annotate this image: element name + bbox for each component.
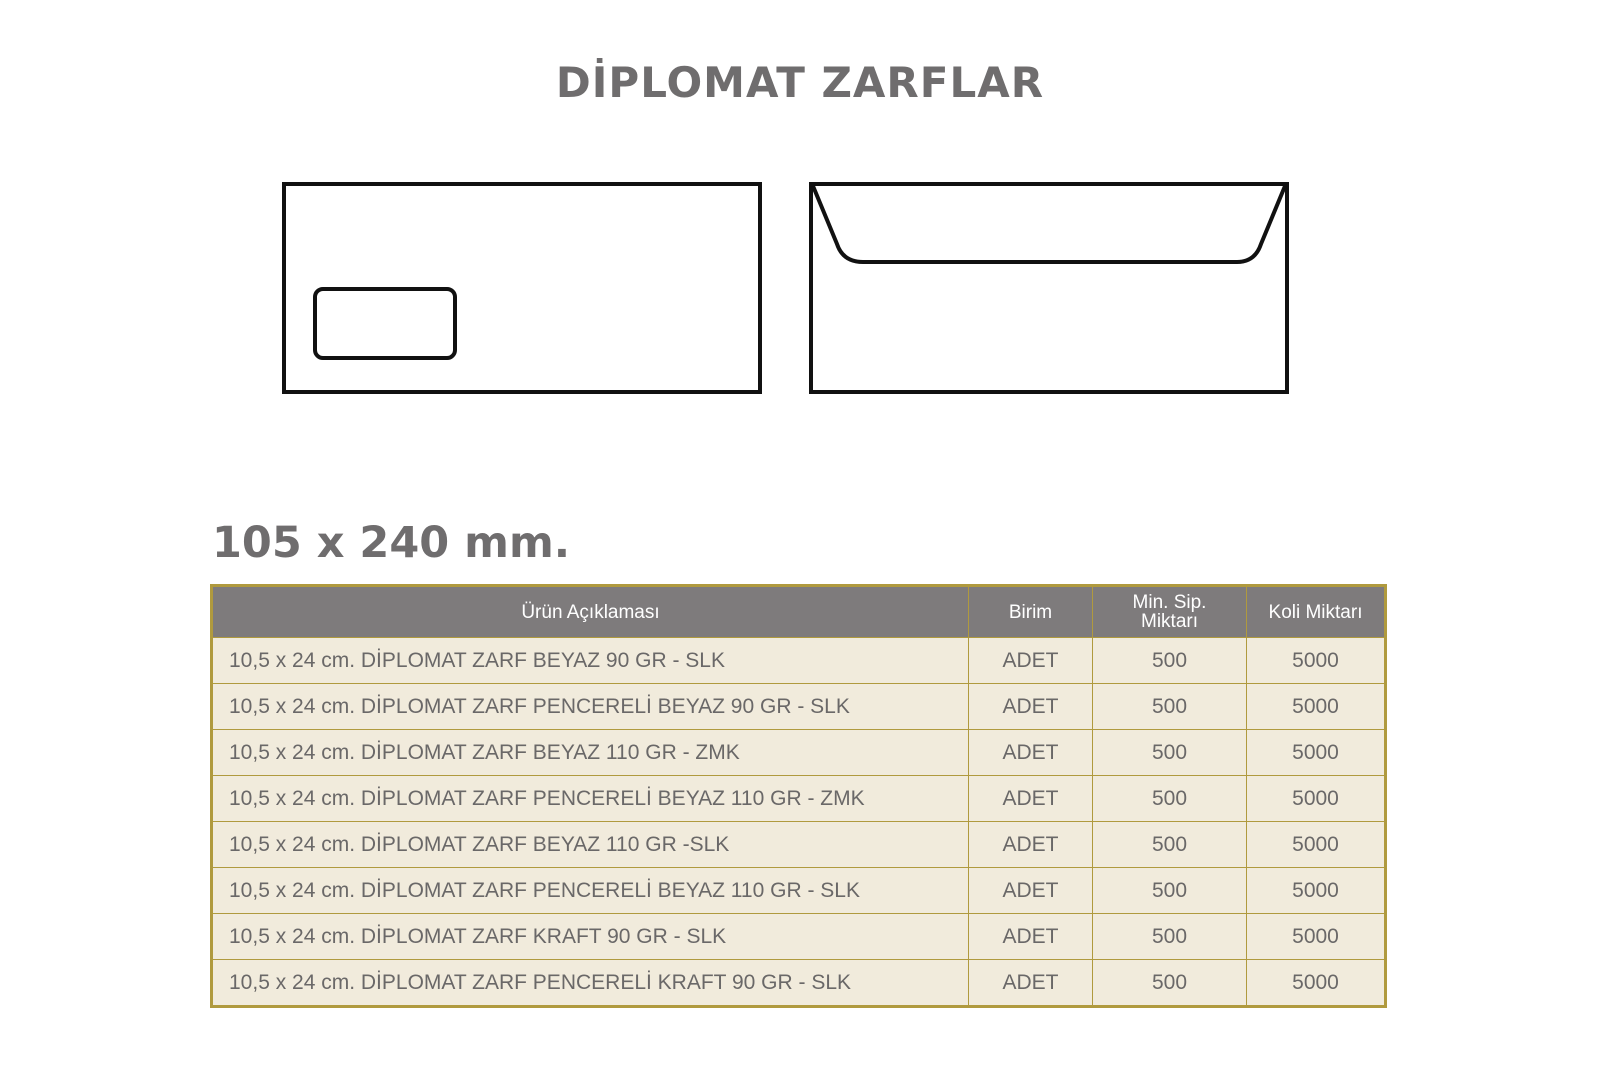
row-description: 10,5 x 24 cm. DİPLOMAT ZARF PENCERELİ BEYAZ 90 GR - SLK <box>212 684 969 730</box>
row-box-quantity: 5000 <box>1247 868 1386 914</box>
table-header-row <box>212 586 1386 638</box>
header-box-quantity: Koli Miktarı <box>1247 586 1386 638</box>
row-description: 10,5 x 24 cm. DİPLOMAT ZARF BEYAZ 90 GR - SLK <box>212 638 969 684</box>
table-body <box>212 638 1386 1007</box>
row-unit: ADET <box>969 868 1093 914</box>
windowed-envelope-front-icon <box>282 182 762 394</box>
header-min-order <box>1093 586 1247 638</box>
row-box-quantity: 5000 <box>1247 822 1386 868</box>
row-min-order: 500 <box>1093 822 1247 868</box>
product-table <box>210 584 1387 1008</box>
row-unit: ADET <box>969 638 1093 684</box>
page-title: DİPLOMAT ZARFLAR <box>555 58 1045 107</box>
row-unit: ADET <box>969 730 1093 776</box>
row-box-quantity: 5000 <box>1247 960 1386 1007</box>
table-row <box>212 868 1386 914</box>
row-description: 10,5 x 24 cm. DİPLOMAT ZARF PENCERELİ BEYAZ 110 GR - ZMK <box>212 776 969 822</box>
header-description: Ürün Açıklaması <box>212 586 969 638</box>
table-row <box>212 914 1386 960</box>
row-description: 10,5 x 24 cm. DİPLOMAT ZARF BEYAZ 110 GR -SLK <box>212 822 969 868</box>
row-min-order: 500 <box>1093 730 1247 776</box>
row-min-order: 500 <box>1093 684 1247 730</box>
row-min-order: 500 <box>1093 868 1247 914</box>
row-min-order: 500 <box>1093 776 1247 822</box>
table-row <box>212 776 1386 822</box>
row-min-order: 500 <box>1093 960 1247 1007</box>
row-box-quantity: 5000 <box>1247 684 1386 730</box>
row-box-quantity: 5000 <box>1247 638 1386 684</box>
envelope-back-flap-icon <box>809 182 1289 394</box>
row-box-quantity: 5000 <box>1247 730 1386 776</box>
table-row <box>212 684 1386 730</box>
row-description: 10,5 x 24 cm. DİPLOMAT ZARF BEYAZ 110 GR - ZMK <box>212 730 969 776</box>
row-unit: ADET <box>969 914 1093 960</box>
table-row <box>212 730 1386 776</box>
table-row <box>212 960 1386 1007</box>
row-description: 10,5 x 24 cm. DİPLOMAT ZARF PENCERELİ KRAFT 90 GR - SLK <box>212 960 969 1007</box>
row-unit: ADET <box>969 960 1093 1007</box>
row-unit: ADET <box>969 776 1093 822</box>
header-unit: Birim <box>969 586 1093 638</box>
row-unit: ADET <box>969 684 1093 730</box>
row-box-quantity: 5000 <box>1247 914 1386 960</box>
row-description: 10,5 x 24 cm. DİPLOMAT ZARF PENCERELİ BEYAZ 110 GR - SLK <box>212 868 969 914</box>
row-description: 10,5 x 24 cm. DİPLOMAT ZARF KRAFT 90 GR - SLK <box>212 914 969 960</box>
size-heading: 105 x 240 mm. <box>212 518 571 568</box>
header-min-order-line1: Min. Sip. <box>1132 592 1207 613</box>
table-row <box>212 638 1386 684</box>
row-unit: ADET <box>969 822 1093 868</box>
row-min-order: 500 <box>1093 638 1247 684</box>
table-header <box>212 586 1386 638</box>
row-box-quantity: 5000 <box>1247 776 1386 822</box>
table-row <box>212 822 1386 868</box>
row-min-order: 500 <box>1093 914 1247 960</box>
header-min-order-line2: Miktarı <box>1141 611 1198 632</box>
